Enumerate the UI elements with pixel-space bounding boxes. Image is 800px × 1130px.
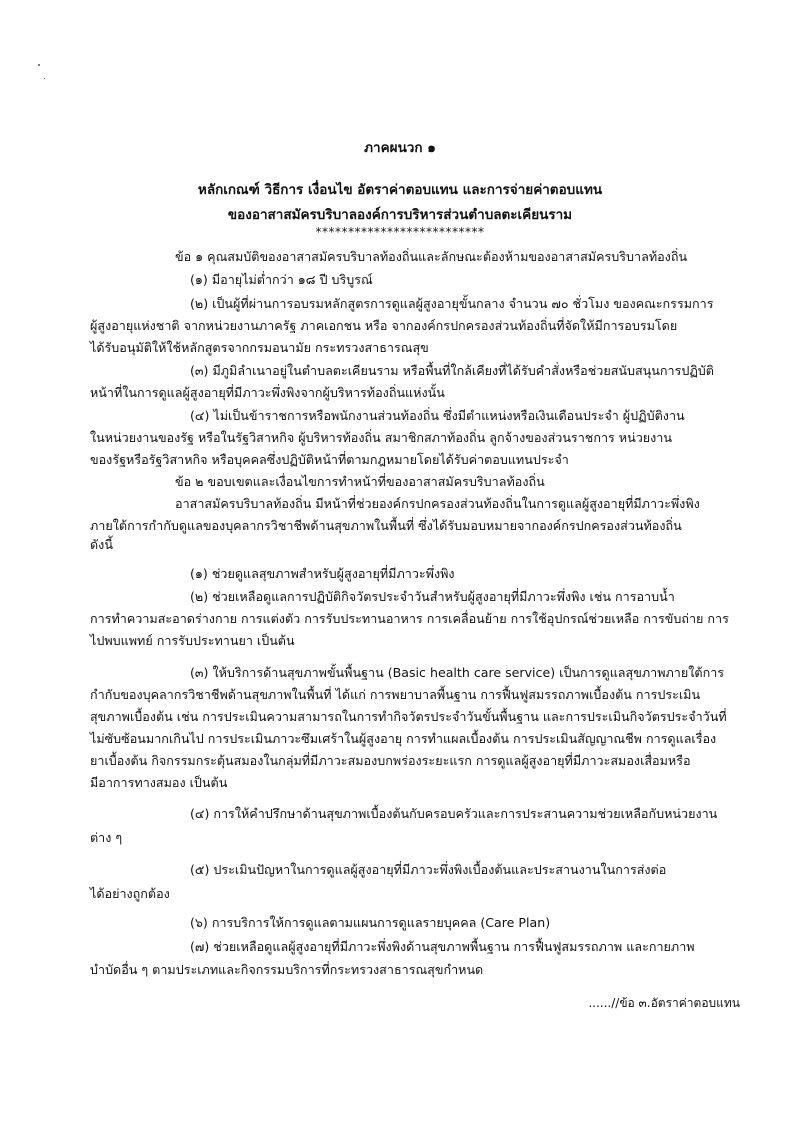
clause-1-heading: ข้อ ๑ คุณสมบัติของอาสาสมัครบริบาลท้องถิ่นและลักษณะต้องห้ามของอาสาสมัครบริบาลท้องถิ่น <box>175 249 688 264</box>
clause-2-item-7: (๗) ช่วยเหลือดูแลผู้สูงอายุที่มีภาวะพึ่งพิงด้านสุขภาพพื้นฐาน การฟื้นฟูสมรรถภาพ และกายภาพ <box>190 939 695 954</box>
star-divider: ************************** <box>315 225 485 239</box>
clause-2-item-4: (๔) การให้คำปรึกษาด้านสุขภาพเบื้องต้นกับครอบครัวและการประสานความช่วยเหลือกับหน่วยงาน <box>190 806 718 821</box>
scan-speck <box>44 78 45 79</box>
clause-1-item-1: (๑) มีอายุไม่ต่ำกว่า ๑๘ ปี บริบูรณ์ <box>190 272 373 287</box>
clause-2-item-3-cont: สุขภาพเบื้องต้น เช่น การประเมินความสามารถในการทำกิจวัตรประจำวันขั้นพื้นฐาน และการประเมินกิจวัตรประจำวันที่ <box>90 709 727 724</box>
clause-2-item-5-cont: ได้อย่างถูกต้อง <box>90 886 170 901</box>
clause-2-item-5: (๕) ประเมินปัญหาในการดูแลผู้สูงอายุที่มีภาวะพึ่งพิงเบื้องต้นและประสานงานในการส่งต่อ <box>190 862 667 877</box>
clause-1-item-4-cont: ของรัฐหรือรัฐวิสาหกิจ หรือบุคคลซึ่งปฏิบัติหน้าที่ตามกฎหมายโดยได้รับค่าตอบแทนประจำ <box>90 452 569 467</box>
clause-2-item-6: (๖) การบริการให้การดูแลตามแผนการดูแลรายบุคคล (Care Plan) <box>190 915 551 930</box>
clause-1-item-2: (๒) เป็นผู้ที่ผ่านการอบรมหลักสูตรการดูแลผู้สูงอายุขั้นกลาง จำนวน ๗๐ ชั่วโมง ของคณะกรรมการ <box>190 296 714 311</box>
document-title-line-2: ของอาสาสมัครบริบาลองค์การบริหารส่วนตำบลตะเคียนราม <box>227 207 573 223</box>
continuation-note: ......//ข้อ ๓.อัตราค่าตอบแทน <box>588 996 740 1010</box>
clause-1-item-3-cont: หน้าที่ในการดูแลผู้สูงอายุที่มีภาวะพึ่งพิงจากผู้บริหารท้องถิ่นแห่งนั้น <box>90 385 445 400</box>
clause-2-item-2-cont: ไปพบแพทย์ การรับประทานยา เป็นต้น <box>90 633 295 648</box>
appendix-heading: ภาคผนวก ๑ <box>364 140 436 156</box>
clause-2-item-7-cont: บำบัดอื่น ๆ ตามประเภทและกิจกรรมบริการที่กระทรวงสาธารณสุขกำหนด <box>90 962 484 977</box>
clause-1-item-2-cont: ได้รับอนุมัติให้ใช้หลักสูตรจากกรมอนามัย กระทรวงสาธารณสุข <box>90 340 429 355</box>
clause-2-intro: อาสาสมัครบริบาลท้องถิ่น มีหน้าที่ช่วยองค์กรปกครองส่วนท้องถิ่นในการดูแลผู้สูงอายุที่มีภาวะพึ่งพิง <box>175 496 700 511</box>
clause-2-heading: ข้อ ๒ ขอบเขตและเงื่อนไขการทำหน้าที่ของอาสาสมัครบริบาลท้องถิ่น <box>175 474 545 489</box>
clause-2-item-3-cont: มีอาการทางสมอง เป็นต้น <box>90 775 228 790</box>
clause-1-item-4-cont: ในหน่วยงานของรัฐ หรือในรัฐวิสาหกิจ ผู้บริหารท้องถิ่น สมาชิกสภาท้องถิ่น ลูกจ้างของส่วนราชการ หน่วยงาน <box>90 430 672 445</box>
clause-2-item-3-cont: กำกับของบุคลากรวิชาชีพด้านสุขภาพในพื้นที่ ได้แก่ การพยาบาลพื้นฐาน การฟื้นฟูสมรรถภาพเบื้องต้น การประเมิน <box>90 687 701 702</box>
clause-2-intro-cont: ภายใต้การกำกับดูแลของบุคลากรวิชาชีพด้านสุขภาพในพื้นที่ ซึ่งได้รับมอบหมายจากองค์กรปกครองส่วนท้องถิ่น <box>90 518 682 533</box>
clause-2-item-3-cont: ไม่ซับซ้อนมากเกินไป การประเมินภาวะซึมเศร้าในผู้สูงอายุ การทำแผลเบื้องต้น การประเมินสัญญาณชีพ การดูแลเรื่อง <box>90 731 717 746</box>
clause-1-item-2-cont: ผู้สูงอายุแห่งชาติ จากหน่วยงานภาครัฐ ภาคเอกชน หรือ จากองค์กรปกครองส่วนท้องถิ่นที่จัดให้มีการอบรมโดย <box>90 318 678 333</box>
clause-2-item-4-cont: ต่าง ๆ <box>90 830 123 845</box>
clause-2-item-3-cont: ยาเบื้องต้น กิจกรรมกระตุ้นสมองในกลุ่มที่มีภาวะสมองบกพร่องระยะแรก การดูแลผู้สูงอายุที่มีภาวะสมองเสื่อมหรือ <box>90 753 691 768</box>
document-title-line-1: หลักเกณฑ์ วิธีการ เงื่อนไข อัตราค่าตอบแทน และการจ่ายค่าตอบแทน <box>197 182 603 198</box>
scan-speck <box>38 64 40 66</box>
clause-2-item-3: (๓) ให้บริการด้านสุขภาพขั้นพื้นฐาน (Basic health care service) เป็นการดูแลสุขภาพภายใต้การ <box>190 665 725 680</box>
clause-1-item-4: (๔) ไม่เป็นข้าราชการหรือพนักงานส่วนท้องถิ่น ซึ่งมีตำแหน่งหรือเงินเดือนประจำ ผู้ปฏิบัติงาน <box>190 408 685 423</box>
clause-2-item-2-cont: การทำความสะอาดร่างกาย การแต่งตัว การรับประทานอาหาร การเคลื่อนย้าย การใช้อุปกรณ์ช่วยเหลือ การขับถ่าย การ <box>90 611 729 626</box>
clause-2-intro-cont: ดังนี้ <box>90 537 113 552</box>
clause-1-item-3: (๓) มีภูมิลำเนาอยู่ในตำบลตะเคียนราม หรือพื้นที่ใกล้เคียงที่ได้รับคำสั่งหรือช่วยสนับสนุนการปฏิบัติ <box>190 363 714 378</box>
clause-2-item-2: (๒) ช่วยเหลือดูแลการปฏิบัติกิจวัตรประจำวันสำหรับผู้สูงอายุที่มีภาวะพึ่งพิง เช่น การอาบน้ำ <box>190 589 675 604</box>
clause-2-item-1: (๑) ช่วยดูแลสุขภาพสำหรับผู้สูงอายุที่มีภาวะพึ่งพิง <box>190 566 455 581</box>
